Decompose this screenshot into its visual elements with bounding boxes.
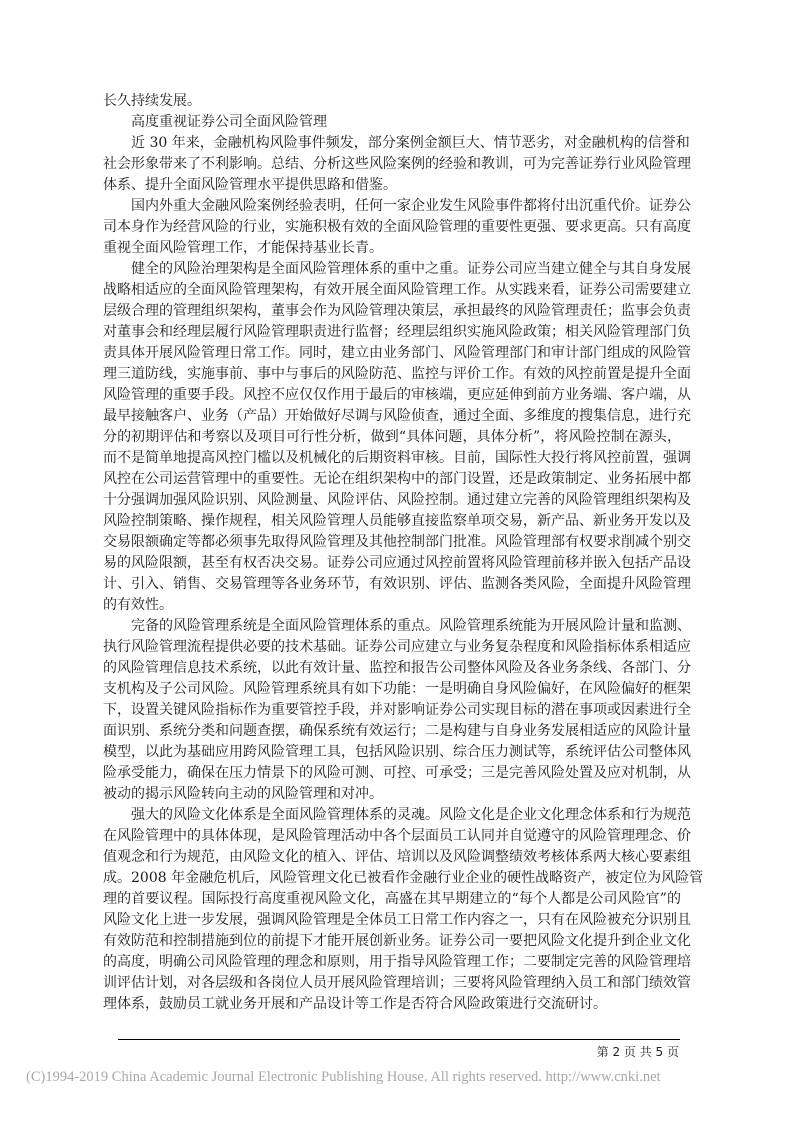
text-line: 成。2008 年金融危机后，风险管理文化已被看作金融行业企业的硬性战略资产，被定位为风险管 bbox=[103, 870, 704, 886]
article-body bbox=[103, 91, 704, 1015]
text-line: 的有效性。 bbox=[103, 597, 173, 613]
text-line: 风险文化上进一步发展，强调风险管理是全体员工日常工作内容之一，只有在风险被充分识别且 bbox=[103, 912, 691, 928]
text-line: 战略相适应的全面风险管理架构，有效开展全面风险管理工作。从实践来看，证券公司需要建立 bbox=[103, 282, 691, 298]
paragraph-first-line: 强大的风险文化体系是全面风险管理体系的灵魂。风险文化是企业文化理念体系和行为规范 bbox=[131, 807, 691, 823]
text-line: 值观念和行为规范，由风险文化的植入、评估、培训以及风险调整绩效考核体系两大核心要素组 bbox=[103, 849, 691, 865]
text-line: 重视全面风险管理工作，才能保持基业长青。 bbox=[103, 240, 383, 256]
page-number: 第 2 页 共 5 页 bbox=[596, 1045, 679, 1059]
text-line: 最早接触客户、业务（产品）开始做好尽调与风险侦查，通过全面、多维度的搜集信息，进行充 bbox=[103, 408, 691, 424]
text-line: 风控在公司运营管理中的重要性。无论在组织架构中的部门设置，还是政策制定、业务拓展中都 bbox=[103, 471, 691, 487]
text-line: 分的初期评估和考察以及项目可行性分析，做到“具体问题，具体分析”，将风险控制在源头， bbox=[103, 429, 681, 445]
text-line: 险承受能力，确保在压力情景下的风险可测、可控、可承受；三是完善风险处置及应对机制，从 bbox=[103, 765, 691, 781]
text-line: 训评估计划，对各层级和各岗位人员开展风险管理培训；三要将风险管理纳入员工和部门绩效管 bbox=[103, 975, 691, 991]
text-line: 理三道防线，实施事前、事中与事后的风险防范、监控与评价工作。有效的风控前置是提升全面 bbox=[103, 366, 691, 382]
text-line: 理的首要议程。国际投行高度重视风险文化，高盛在其早期建立的“每个人都是公司风险官”的 bbox=[103, 891, 681, 907]
text-line: 层级合理的管理组织架构，董事会作为风险管理决策层，承担最终的风险管理责任；监事会负责 bbox=[103, 303, 691, 319]
text-line: 责具体开展风险管理日常工作。同时，建立由业务部门、风险管理部门和审计部门组成的风险管 bbox=[103, 345, 691, 361]
text-line: 十分强调加强风险识别、风险测量、风险评估、风险控制。通过建立完善的风险管理组织架构及 bbox=[103, 492, 691, 508]
text-line: 的风险管理信息技术系统，以此有效计量、监控和报告公司整体风险及各业务条线、各部门、分 bbox=[103, 660, 691, 676]
paragraph-first-line: 国内外重大金融风险案例经验表明，任何一家企业发生风险事件都将付出沉重代价。证券公 bbox=[131, 198, 691, 214]
text-line: 支机构及子公司风险。风险管理系统具有如下功能：一是明确自身风险偏好，在风险偏好的框架 bbox=[103, 681, 691, 697]
text-line: 被动的揭示风险转向主动的风险管理和对冲。 bbox=[103, 786, 383, 802]
text-line: 易的风险限额，甚至有权否决交易。证券公司应通过风控前置将风险管理前移并嵌入包括产品设 bbox=[103, 555, 691, 571]
copyright-notice: (C)1994-2019 China Academic Journal Electronic Publishing House. All rights reserved. http://www.cnki.net bbox=[26, 1069, 661, 1085]
text-line: 面识别、系统分类和问题查摆，确保系统有效运行；二是构建与自身业务发展相适应的风险计量 bbox=[103, 723, 691, 739]
text-line: 社会形象带来了不利影响。总结、分析这些风险案例的经验和教训，可为完善证券行业风险管理 bbox=[103, 156, 691, 172]
paragraph-first-line: 高度重视证券公司全面风险管理 bbox=[131, 114, 327, 130]
text-line: 长久持续发展。 bbox=[103, 93, 201, 109]
text-line: 风险管理的重要手段。风控不应仅仅作用于最后的审核端，更应延伸到前方业务端、客户端，从 bbox=[103, 387, 691, 403]
text-line: 司本身作为经营风险的行业，实施积极有效的全面风险管理的重要性更强、要求更高。只有高度 bbox=[103, 219, 691, 235]
text-line: 在风险管理中的具体体现，是风险管理活动中各个层面员工认同并自觉遵守的风险管理理念、价 bbox=[103, 828, 691, 844]
text-line: 有效防范和控制措施到位的前提下才能开展创新业务。证券公司一要把风险文化提升到企业文化 bbox=[103, 933, 691, 949]
text-line: 理体系，鼓励员工就业务开展和产品设计等工作是否符合风险政策进行交流研讨。 bbox=[103, 996, 607, 1012]
footer-divider bbox=[118, 1039, 680, 1040]
text-line: 计、引入、销售、交易管理等各业务环节，有效识别、评估、监测各类风险，全面提升风险管理 bbox=[103, 576, 691, 592]
paragraph-first-line: 完备的风险管理系统是全面风险管理体系的重点。风险管理系统能为开展风险计量和监测、 bbox=[131, 618, 691, 634]
paragraph-first-line: 近 30 年来，金融机构风险事件频发，部分案例金额巨大、情节恶劣，对金融机构的信誉和 bbox=[131, 135, 690, 151]
text-line: 下，设置关键风险指标作为重要管控手段，并对影响证券公司实现目标的潜在事项或因素进行全 bbox=[103, 702, 691, 718]
text-line: 对董事会和经理层履行风险管理职责进行监督；经理层组织实施风险政策；相关风险管理部门负 bbox=[103, 324, 691, 340]
text-line: 风险控制策略、操作规程，相关风险管理人员能够直接监察单项交易，新产品、新业务开发以及 bbox=[103, 513, 691, 529]
text-line: 而不是简单地提高风控门槛以及机械化的后期资料审核。目前，国际性大投行将风控前置，强调 bbox=[103, 450, 691, 466]
text-line: 交易限额确定等都必须事先取得风险管理及其他控制部门批准。风险管理部有权要求削减个别交 bbox=[103, 534, 691, 550]
text-line: 体系、提升全面风险管理水平提供思路和借鉴。 bbox=[103, 177, 397, 193]
paragraph-first-line: 健全的风险治理架构是全面风险管理体系的重中之重。证券公司应当建立健全与其自身发展 bbox=[131, 261, 691, 277]
text-line: 的高度，明确公司风险管理的理念和原则，用于指导风险管理工作；二要制定完善的风险管理培 bbox=[103, 954, 691, 970]
text-line: 执行风险管理流程提供必要的技术基础。证券公司应建立与业务复杂程度和风险指标体系相适应 bbox=[103, 639, 691, 655]
text-line: 模型，以此为基础应用跨风险管理工具，包括风险识别、综合压力测试等，系统评估公司整体风 bbox=[103, 744, 691, 760]
